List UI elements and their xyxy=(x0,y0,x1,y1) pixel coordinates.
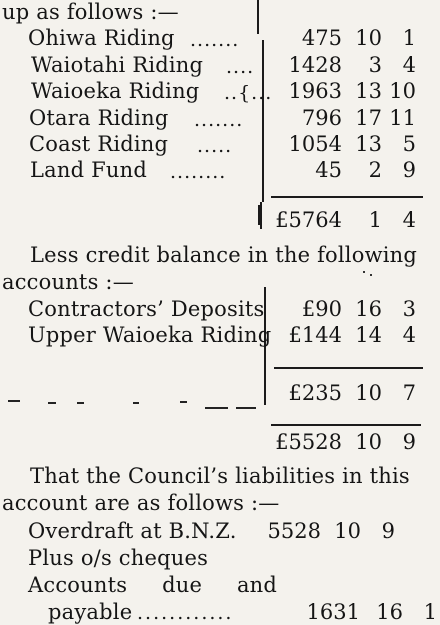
print-speck xyxy=(363,271,365,273)
riding-shillings: 3 xyxy=(368,53,382,77)
riding-pounds: 45 xyxy=(315,158,342,182)
riding-leader: ....... xyxy=(190,29,240,51)
credit-total-shillings: 10 xyxy=(355,381,382,405)
riding-pounds: 475 xyxy=(301,26,342,50)
riding-pence: 5 xyxy=(402,132,416,156)
total-pence: 4 xyxy=(402,208,416,232)
riding-shillings: 2 xyxy=(368,158,382,182)
credit-shillings: 16 xyxy=(355,297,382,321)
riding-leader: .... xyxy=(226,56,255,78)
faint-dash xyxy=(180,401,187,403)
credit-pounds: £144 xyxy=(288,323,342,347)
less-credit-line-1: Less credit balance in the following xyxy=(30,243,418,267)
subtotal-divider xyxy=(260,202,262,229)
intro-line: up as follows :— xyxy=(2,0,179,24)
accounts-due: Accounts due and xyxy=(28,573,278,597)
liabilities-line-2: account are as follows :— xyxy=(2,491,280,515)
overdraft-shillings: 10 xyxy=(334,519,361,543)
credit-pounds: £90 xyxy=(301,297,342,321)
payable-label: payable xyxy=(48,600,133,624)
riding-shillings: 10 xyxy=(355,26,382,50)
riding-shillings: 13 xyxy=(355,132,382,156)
riding-label: Land Fund xyxy=(30,158,147,182)
faint-dash xyxy=(8,400,20,402)
riding-leader: ........ xyxy=(170,161,227,183)
credit-pence: 3 xyxy=(402,297,416,321)
total-shillings: 1 xyxy=(368,208,382,232)
riding-label: Waiotahi Riding xyxy=(31,53,204,77)
overdraft-pounds: 5528 xyxy=(267,519,321,543)
credit-shillings: 14 xyxy=(355,323,382,347)
credit-subtotal-rule xyxy=(274,367,423,369)
plus-cheques: Plus o/s cheques xyxy=(28,546,209,570)
subtotal-rule xyxy=(271,196,423,198)
faint-dash xyxy=(77,402,84,404)
column-divider-top xyxy=(257,0,259,34)
faint-dash xyxy=(133,402,139,404)
riding-leader: ..... xyxy=(197,135,233,157)
overdraft-pence: 9 xyxy=(381,519,395,543)
liabilities-line-1: That the Council’s liabilities in this xyxy=(30,464,410,488)
riding-label: Waioeka Riding xyxy=(31,79,200,103)
credit-pence: 4 xyxy=(402,323,416,347)
final-pounds: £5528 xyxy=(275,430,342,454)
riding-leader: ....... xyxy=(194,109,244,131)
riding-pounds: 1054 xyxy=(288,132,342,156)
riding-pence: 10 xyxy=(389,79,416,103)
riding-shillings: 13 xyxy=(355,79,382,103)
riding-pence: 11 xyxy=(389,106,416,130)
credit-label: Contractors’ Deposits xyxy=(28,297,265,321)
riding-pounds: 1428 xyxy=(288,53,342,77)
final-pence: 9 xyxy=(402,430,416,454)
riding-pence: 9 xyxy=(402,158,416,182)
payable-shillings: 16 xyxy=(376,600,403,624)
riding-leader: ..{... xyxy=(224,82,273,104)
riding-pounds: 1963 xyxy=(288,79,342,103)
riding-pence: 4 xyxy=(402,53,416,77)
less-credit-line-2: accounts :— xyxy=(2,270,134,294)
final-rule xyxy=(271,424,421,426)
payable-leader: ............ xyxy=(137,602,234,624)
final-shillings: 10 xyxy=(355,430,382,454)
riding-shillings: 17 xyxy=(355,106,382,130)
credit-label: Upper Waioeka Riding xyxy=(28,323,272,347)
riding-pence: 1 xyxy=(402,26,416,50)
faint-dash xyxy=(205,407,228,409)
faint-dash xyxy=(236,407,256,409)
riding-label: Ohiwa Riding xyxy=(28,26,175,50)
print-speck xyxy=(370,274,372,276)
credit-total-pounds: £235 xyxy=(288,381,342,405)
riding-label: Coast Riding xyxy=(29,132,169,156)
column-divider-middle xyxy=(262,40,264,202)
overdraft-label: Overdraft at B.N.Z. xyxy=(28,519,237,543)
payable-pence: 1 xyxy=(423,600,437,624)
riding-pounds: 796 xyxy=(301,106,342,130)
payable-pounds: 1631 xyxy=(306,600,360,624)
faint-dash xyxy=(48,402,56,404)
riding-label: Otara Riding xyxy=(29,106,169,130)
credit-total-pence: 7 xyxy=(402,381,416,405)
total-pounds: £5764 xyxy=(275,208,342,232)
